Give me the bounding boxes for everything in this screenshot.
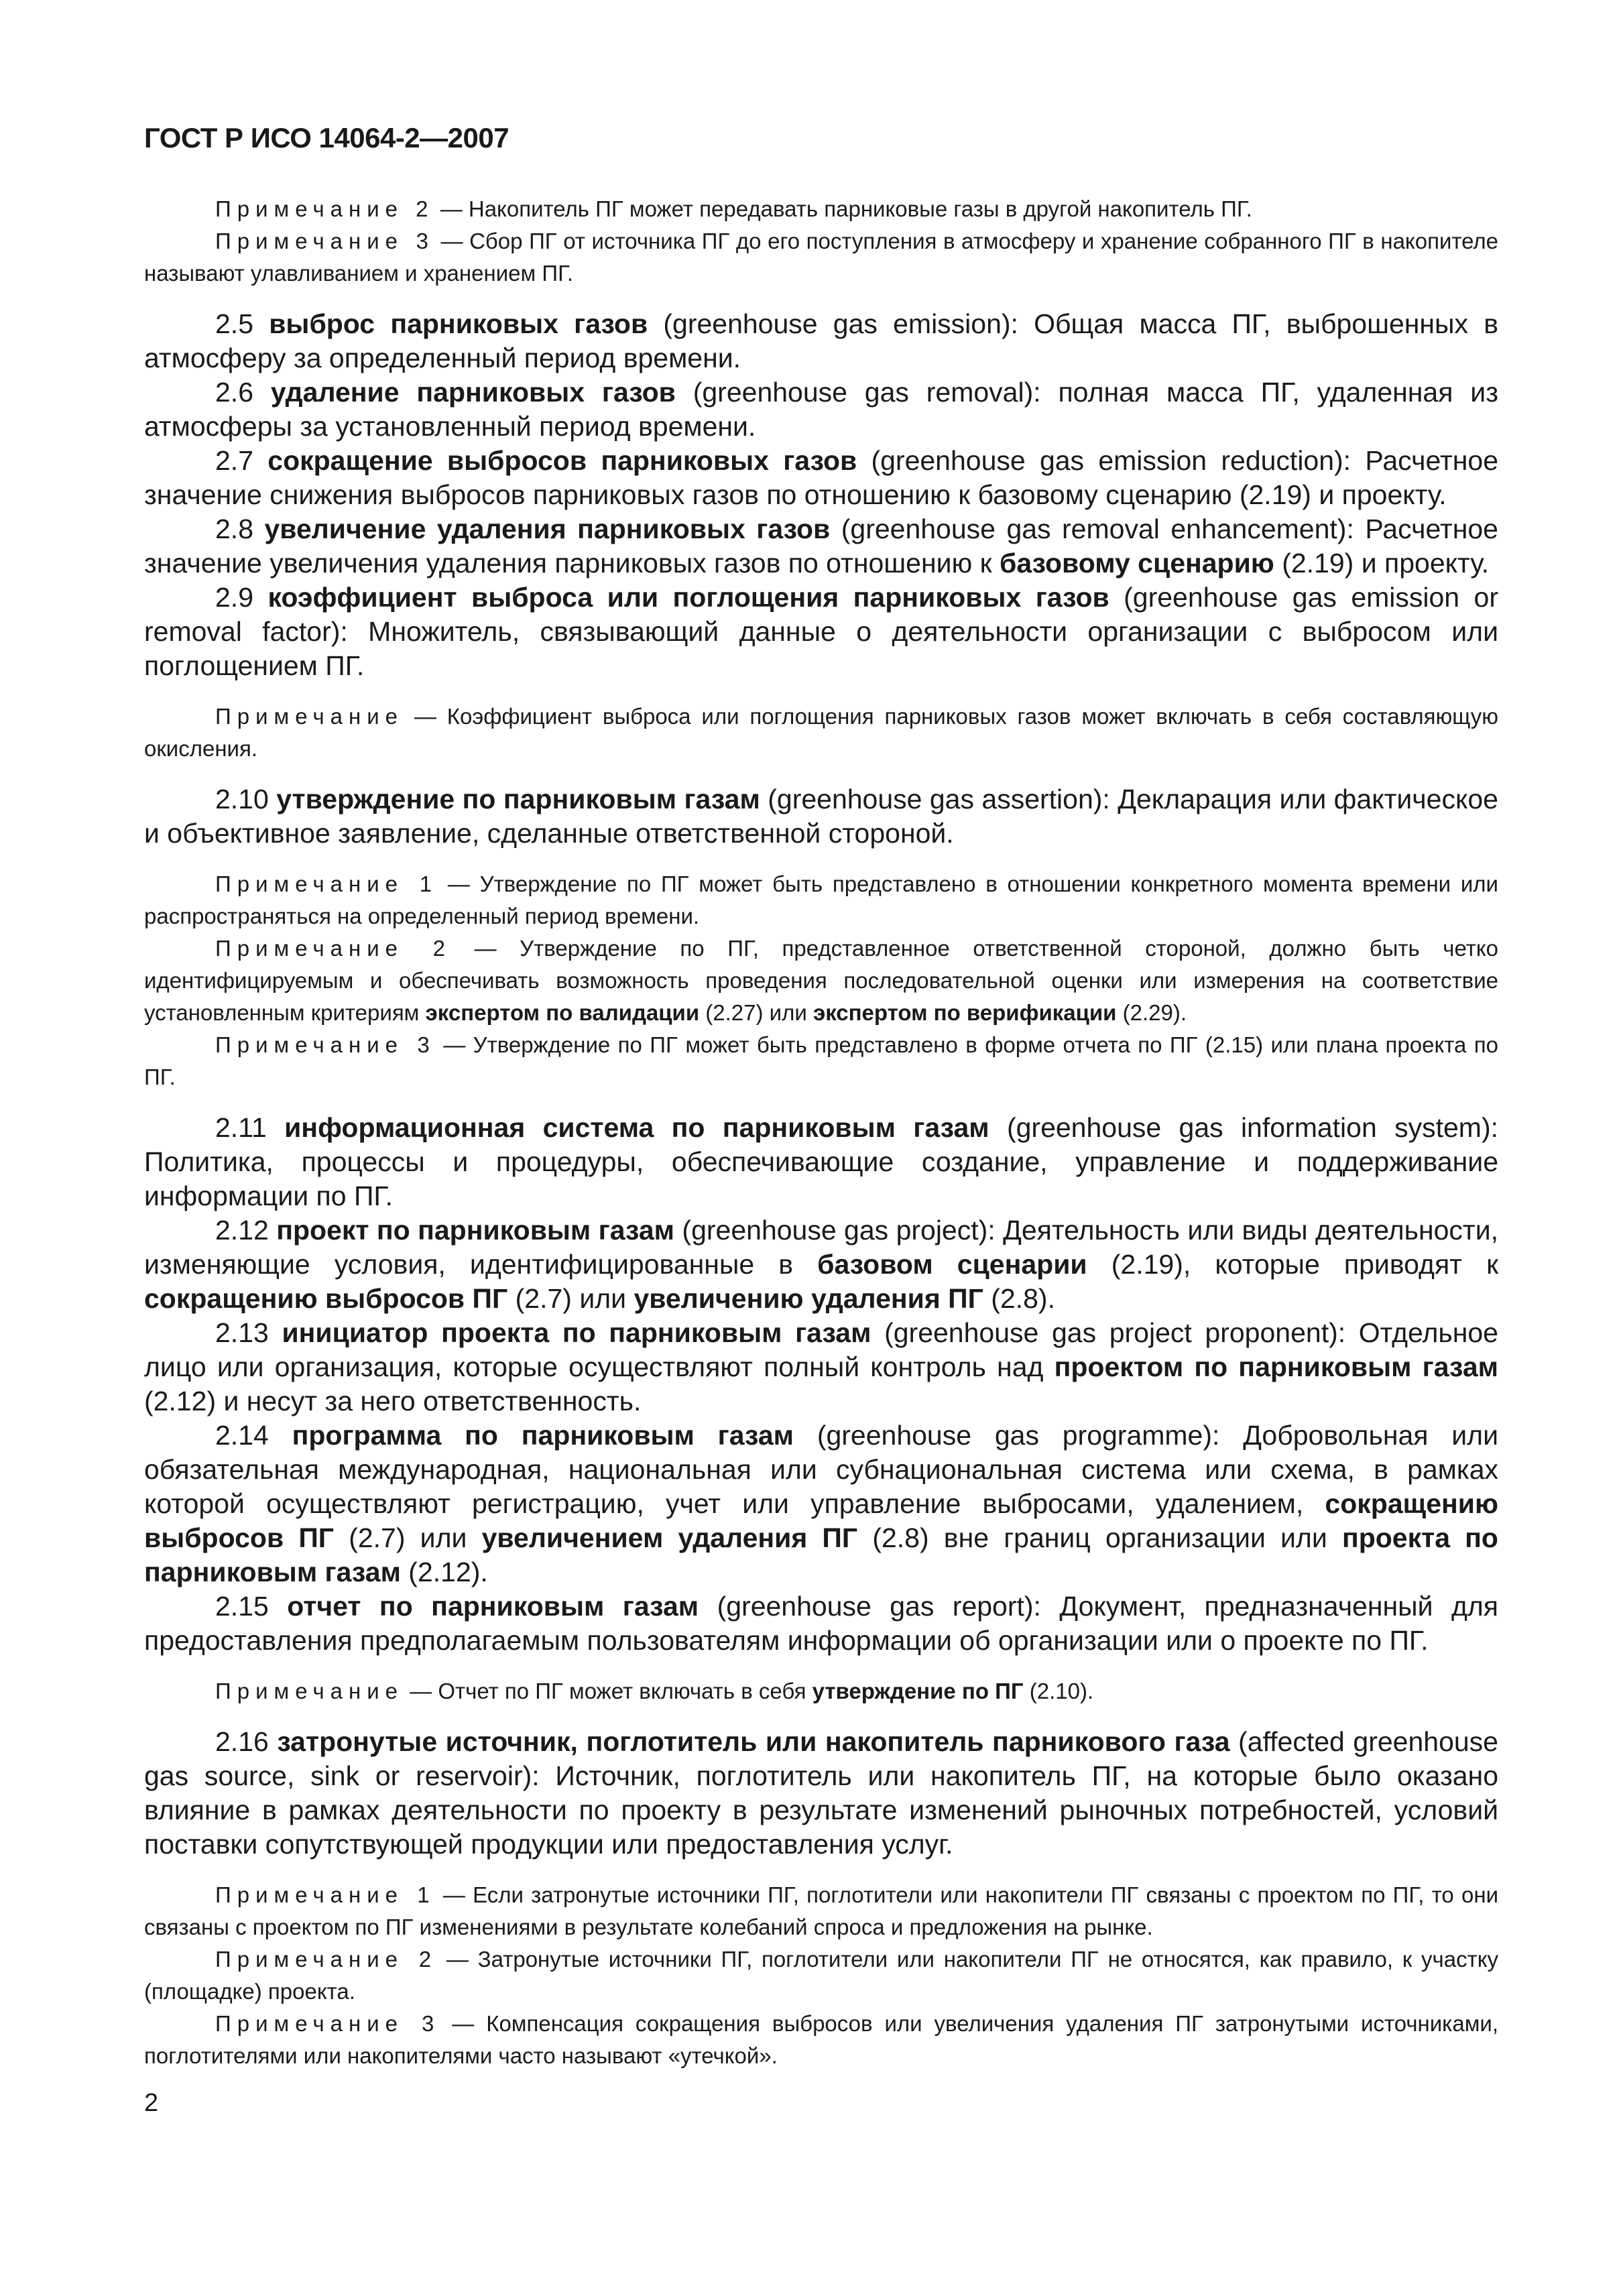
text-run: — Отчет по ПГ может включать в себя (404, 1679, 813, 1703)
term-definition (144, 1418, 1498, 1589)
term-bold: затронутые источник, поглотитель или накопитель парникового газа (277, 1726, 1230, 1757)
text-run: 2.16 (215, 1726, 278, 1757)
term-definition (144, 1316, 1498, 1418)
text-run: 2.15 (215, 1591, 288, 1622)
text-run: (2.29). (1116, 1000, 1187, 1025)
page-number: 2 (144, 2089, 159, 2117)
term-definition (144, 581, 1498, 683)
text-run: (affected greenhouse gas source, sink or reservoir): Источник, поглотитель или накопитель ПГ, на которые было оказано влияние в рамках деятельности по проекту в результате изменений рыночных потребностей, условий поставки сопутствующей продукции или предоставления услуг. (144, 1726, 1498, 1860)
spacer (144, 290, 1498, 307)
term-bold: выброс парниковых газов (269, 308, 648, 339)
term-bold: увеличение удаления парниковых газов (264, 513, 831, 544)
term-bold: утверждение по парниковым газам (276, 784, 760, 814)
text-run: (greenhouse gas emission): Общая масса ПГ, выброшенных в атмосферу за определенный период времени. (144, 308, 1499, 373)
text-run: (2.19), которые приводят к (1087, 1249, 1499, 1280)
term-bold: увеличением удаления ПГ (481, 1522, 858, 1553)
note-paragraph (144, 193, 1498, 225)
text-run: — Накопитель ПГ может передавать парниковые газы в другой накопитель ПГ. (434, 196, 1252, 221)
term-definition (144, 307, 1498, 375)
note-paragraph (144, 932, 1498, 1029)
note-paragraph (144, 868, 1498, 932)
text-run: (2.27) или (699, 1000, 813, 1025)
term-bold: сокращению выбросов ПГ (144, 1283, 508, 1314)
term-bold: проект по парниковым газам (276, 1215, 675, 1246)
text-run: 2.9 (215, 582, 268, 613)
text-run: — Утверждение по ПГ, представленное ответственной стороной, должно быть четко идентифицируемым и обеспечивать возможность проведения последовательной оценки или измерения на соответствие установленным критериям (144, 936, 1498, 1025)
term-definition (144, 1589, 1498, 1658)
term-bold: проектом по парниковым газам (1054, 1351, 1498, 1382)
note-label: Примечание 1 (215, 1882, 436, 1907)
note-paragraph (144, 2008, 1498, 2072)
text-run: 2.13 (215, 1317, 282, 1348)
note-label: Примечание (215, 1679, 404, 1703)
text-run: (greenhouse gas project proponent): Отдельное лицо или организация, которые осуществляют полный контроль над (144, 1317, 1498, 1382)
text-run: (greenhouse gas report): Документ, предназначенный для предоставления предполагаемым пользователям информации об организации или о проекте по ПГ. (144, 1591, 1499, 1656)
spacer (144, 765, 1498, 782)
spacer (144, 1093, 1498, 1111)
text-run: — Затронутые источники ПГ, поглотители или накопители ПГ не относятся, как правило, к участку (площадке) проекта. (144, 1947, 1499, 2004)
term-definition (144, 1111, 1498, 1213)
text-run: (greenhouse gas emission reduction): Расчетное значение снижения выбросов парниковых газов по отношению к базовому сценарию (2.19) и проекту. (144, 445, 1498, 510)
note-paragraph (144, 1943, 1498, 2008)
note-label: Примечание 3 (215, 229, 434, 253)
term-bold: экспертом по верификации (813, 1000, 1117, 1025)
spacer (144, 851, 1498, 868)
note-paragraph (144, 1879, 1498, 1943)
text-run: — Сбор ПГ от источника ПГ до его поступления в атмосферу и хранение собранного ПГ в накопителе называют улавливанием и хранением ПГ. (144, 229, 1499, 286)
term-definition (144, 782, 1498, 851)
text-run: (2.8). (983, 1283, 1055, 1314)
document-body (144, 193, 1498, 2072)
text-run: (greenhouse gas emission or removal factor): Множитель, связывающий данные о деятельности организации с выбросом или поглощением ПГ. (144, 582, 1498, 681)
term-definition (144, 512, 1498, 581)
text-run: 2.10 (215, 784, 277, 814)
text-run: 2.6 (215, 377, 271, 408)
note-paragraph (144, 701, 1498, 765)
text-run: — Коэффициент выброса или поглощения парниковых газов может включать в себя составляющую окисления. (144, 704, 1498, 761)
spacer (144, 683, 1498, 701)
text-run: — Компенсация сокращения выбросов или увеличения удаления ПГ затронутыми источниками, поглотителями или накопителями часто называют «утечкой». (144, 2011, 1498, 2068)
text-run: (2.12) и несут за него ответственность. (144, 1386, 642, 1416)
term-bold: утверждение по ПГ (812, 1679, 1024, 1703)
text-run: 2.11 (215, 1112, 285, 1143)
term-definition (144, 1213, 1498, 1316)
note-paragraph (144, 1029, 1498, 1093)
term-bold: проекта по парниковым газам (144, 1522, 1498, 1587)
term-bold: экспертом по валидации (425, 1000, 700, 1025)
text-run: (greenhouse gas removal): полная масса ПГ, удаленная из атмосферы за установленный период времени. (144, 377, 1498, 442)
term-bold: увеличению удаления ПГ (634, 1283, 983, 1314)
text-run: (2.10). (1023, 1679, 1094, 1703)
text-run: 2.14 (215, 1420, 292, 1451)
text-run: 2.8 (215, 513, 265, 544)
note-label: Примечание 3 (215, 2011, 440, 2036)
text-run: — Утверждение по ПГ может быть представлено в отношении конкретного момента времени или распространяться на определенный период времени. (144, 871, 1498, 928)
text-run: 2.5 (215, 308, 269, 339)
text-run: (2.8) вне границ организации или (857, 1522, 1342, 1553)
text-run: — Утверждение по ПГ может быть представлено в форме отчета по ПГ (2.15) или плана проекта по ПГ. (144, 1032, 1498, 1089)
term-bold: информационная система по парниковым газам (284, 1112, 989, 1143)
document-header: ГОСТ Р ИСО 14064-2—2007 (144, 122, 509, 154)
note-label: Примечание 2 (215, 196, 434, 221)
text-run: (2.7) или (334, 1522, 482, 1553)
text-run: (2.19) и проекту. (1274, 548, 1490, 579)
text-run: (greenhouse gas assertion): Декларация или фактическое и объективное заявление, сделанные ответственной стороной. (144, 784, 1498, 849)
term-bold: отчет по парниковым газам (287, 1591, 699, 1622)
text-run: 2.7 (215, 445, 268, 476)
text-run: (2.12). (400, 1557, 488, 1587)
term-bold: удаление парниковых газов (270, 377, 676, 408)
term-bold: базовом сценарии (817, 1249, 1087, 1280)
note-paragraph (144, 225, 1498, 290)
spacer (144, 1862, 1498, 1879)
term-bold: инициатор проекта по парниковым газам (282, 1317, 871, 1348)
note-label: Примечание 1 (215, 871, 438, 896)
term-bold: программа по парниковым газам (292, 1420, 794, 1451)
term-bold: базовому сценарию (1000, 548, 1274, 579)
text-run: (greenhouse gas project): Деятельность или виды деятельности, изменяющие условия, идентифицированные в (144, 1215, 1498, 1280)
text-run: — Если затронутые источники ПГ, поглотители или накопители ПГ связаны с проектом по ПГ, то они связаны с проектом по ПГ изменениями в результате колебаний спроса и предложения на рынке. (144, 1882, 1498, 1939)
text-run: (greenhouse gas removal enhancement): Расчетное значение увеличения удаления парниковых газов по отношению к (144, 513, 1498, 579)
text-run: (greenhouse gas programme): Добровольная или обязательная международная, национальная или субнациональная система или схема, в рамках которой осуществляют регистрацию, учет или управление выбросами, удалением, (144, 1420, 1498, 1519)
spacer (144, 1707, 1498, 1725)
term-definition (144, 1725, 1498, 1862)
term-bold: коэффициент выброса или поглощения парниковых газов (267, 582, 1109, 613)
term-definition (144, 444, 1498, 512)
term-definition (144, 375, 1498, 444)
note-label: Примечание 2 (215, 936, 451, 961)
spacer (144, 1658, 1498, 1675)
term-bold: сокращение выбросов парниковых газов (267, 445, 857, 476)
note-label: Примечание 3 (215, 1032, 436, 1057)
text-run: 2.12 (215, 1215, 277, 1246)
note-label: Примечание (215, 704, 404, 729)
term-bold: сокращению выбросов ПГ (144, 1488, 1498, 1553)
text-run: (greenhouse gas information system): Политика, процессы и процедуры, обеспечивающие создание, управление и поддерживание информации по ПГ. (144, 1112, 1498, 1211)
text-run: (2.7) или (507, 1283, 634, 1314)
note-label: Примечание 2 (215, 1947, 438, 1972)
note-paragraph (144, 1675, 1498, 1707)
